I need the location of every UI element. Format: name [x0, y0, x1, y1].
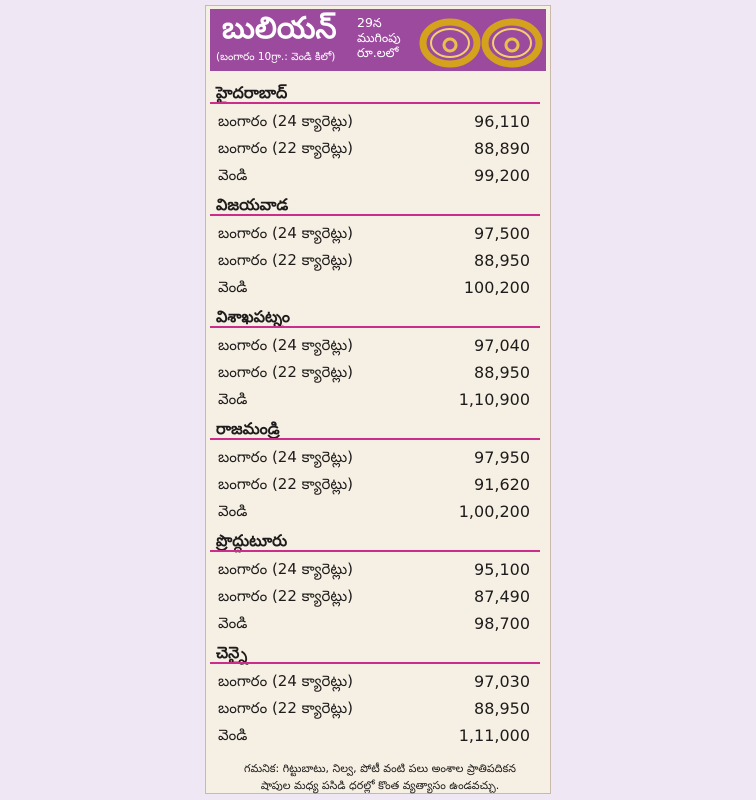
metal-label: వెండి: [218, 390, 248, 408]
price-row: [210, 448, 530, 471]
price-value: 99,200: [474, 166, 530, 185]
price-value: 1,10,900: [458, 390, 530, 409]
metal-label: వెండి: [218, 614, 248, 632]
price-value: 88,950: [474, 699, 530, 718]
date-line-1: 29న: [357, 15, 382, 30]
price-row: [210, 560, 530, 583]
price-row: [210, 166, 530, 189]
metal-label: బంగారం (22 క్యారెట్లు): [218, 139, 354, 157]
metal-label: బంగారం (24 క్యారెట్లు): [218, 336, 354, 354]
price-value: 88,950: [474, 251, 530, 270]
section-divider: [210, 438, 540, 440]
metal-label: వెండి: [218, 726, 248, 744]
city-section: [210, 195, 546, 307]
price-value: 97,950: [474, 448, 530, 467]
price-row: [210, 278, 530, 301]
metal-label: బంగారం (22 క్యారెట్లు): [218, 251, 354, 269]
city-name: హైదరాబాద్: [216, 83, 288, 102]
price-row: [210, 502, 530, 525]
bullion-header: [210, 9, 546, 71]
city-section: [210, 643, 546, 755]
metal-label: బంగారం (22 క్యారెట్లు): [218, 699, 354, 717]
units-note: (బంగారం 10గ్రా.: వెండి కిలో): [216, 51, 336, 63]
date-line-2: ముగింపు: [357, 30, 401, 45]
metal-label: వెండి: [218, 502, 248, 520]
section-divider: [210, 662, 540, 664]
price-row: [210, 224, 530, 247]
footnote-line-2: షాపుల మధ్య పసిడి ధరల్లో కొంత వ్యత్యాసం ఉండవచ్చు.: [260, 779, 500, 792]
metal-label: బంగారం (24 క్యారెట్లు): [218, 224, 354, 242]
gold-jewellery-icon: [419, 15, 543, 69]
price-row: [210, 699, 530, 722]
footnote: [212, 760, 548, 794]
price-row: [210, 336, 530, 359]
price-value: 87,490: [474, 587, 530, 606]
price-value: 96,110: [474, 112, 530, 131]
price-row: [210, 614, 530, 637]
price-value: 95,100: [474, 560, 530, 579]
price-value: 97,030: [474, 672, 530, 691]
city-section: [210, 83, 546, 195]
price-row: [210, 726, 530, 749]
city-name: రాజమండ్రి: [216, 419, 280, 438]
city-section: [210, 531, 546, 643]
section-divider: [210, 326, 540, 328]
metal-label: వెండి: [218, 166, 248, 184]
price-value: 91,620: [474, 475, 530, 494]
price-row: [210, 251, 530, 274]
metal-label: బంగారం (22 క్యారెట్లు): [218, 587, 354, 605]
footnote-line-1: గమనిక: గిట్టుబాటు, నిల్వ, పోటీ వంటి పలు అంశాల ప్రాతిపదికన: [244, 762, 516, 775]
price-value: 97,040: [474, 336, 530, 355]
metal-label: బంగారం (24 క్యారెట్లు): [218, 560, 354, 578]
city-name: విశాఖపట్నం: [216, 307, 291, 326]
price-value: 97,500: [474, 224, 530, 243]
section-divider: [210, 214, 540, 216]
price-value: 98,700: [474, 614, 530, 633]
section-divider: [210, 550, 540, 552]
date-note: [357, 15, 407, 60]
city-section: [210, 419, 546, 531]
price-value: 88,890: [474, 139, 530, 158]
price-value: 100,200: [463, 278, 530, 297]
metal-label: బంగారం (22 క్యారెట్లు): [218, 475, 354, 493]
city-section: [210, 307, 546, 419]
price-value: 88,950: [474, 363, 530, 382]
price-row: [210, 587, 530, 610]
city-name: ప్రొద్దుటూరు: [216, 531, 288, 550]
price-value: 1,11,000: [458, 726, 530, 745]
metal-label: బంగారం (24 క్యారెట్లు): [218, 112, 354, 130]
metal-label: బంగారం (24 క్యారెట్లు): [218, 448, 354, 466]
bullion-title: బులియన్: [222, 11, 337, 46]
city-name: చెన్నై: [216, 643, 248, 662]
section-divider: [210, 102, 540, 104]
metal-label: బంగారం (22 క్యారెట్లు): [218, 363, 354, 381]
price-row: [210, 112, 530, 135]
price-value: 1,00,200: [458, 502, 530, 521]
date-line-3: రూ.లలో: [357, 45, 399, 60]
price-row: [210, 139, 530, 162]
price-row: [210, 363, 530, 386]
price-row: [210, 475, 530, 498]
metal-label: బంగారం (24 క్యారెట్లు): [218, 672, 354, 690]
city-name: విజయవాడ: [216, 195, 289, 214]
bullion-price-card: [205, 5, 551, 794]
price-row: [210, 390, 530, 413]
price-row: [210, 672, 530, 695]
metal-label: వెండి: [218, 278, 248, 296]
